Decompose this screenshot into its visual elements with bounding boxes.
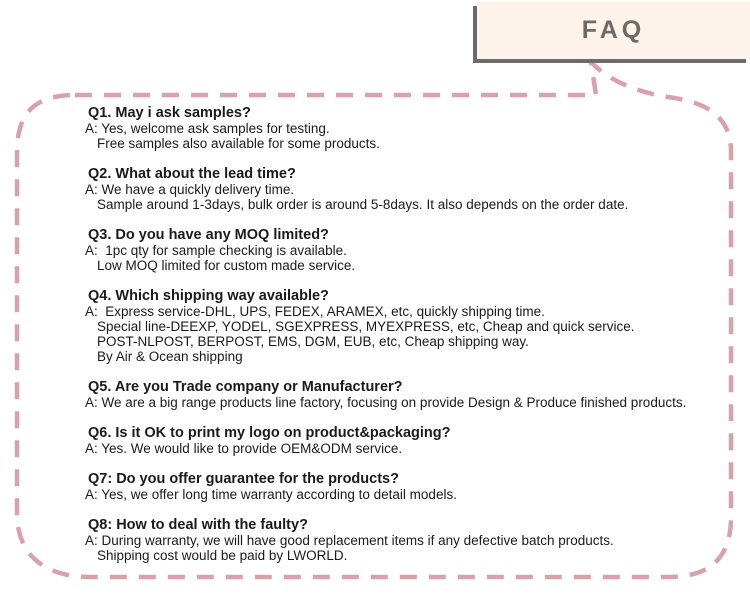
faq-question: Q8: How to deal with the faulty? — [88, 517, 308, 533]
faq-answer-line: Sample around 1-3days, bulk order is around 5-8days. It also depends on the order date. — [97, 197, 629, 212]
faq-answer-line: By Air & Ocean shipping — [97, 349, 243, 364]
faq-answer-line: Low MOQ limited for custom made service. — [97, 258, 356, 273]
faq-item-q8 — [85, 518, 730, 563]
faq-question: Q5. Are you Trade company or Manufacturer? — [88, 379, 403, 395]
page-title: FAQ — [581, 16, 646, 44]
faq-answer-line: A: 1pc qty for sample checking is available. — [85, 243, 347, 258]
faq-answer-line: Shipping cost would be paid by LWORLD. — [97, 548, 348, 563]
faq-item-q1 — [85, 106, 730, 151]
faq-question: Q7: Do you offer guarantee for the products? — [88, 471, 399, 487]
faq-question: Q3. Do you have any MOQ limited? — [88, 227, 329, 243]
faq-answer-line: Free samples also available for some products. — [97, 136, 380, 151]
faq-answer-line: A: Yes. We would like to provide OEM&ODM service. — [85, 441, 403, 456]
faq-list — [85, 106, 730, 579]
faq-question: Q2. What about the lead time? — [88, 166, 296, 182]
faq-item-q7 — [85, 472, 730, 502]
faq-question: Q6. Is it OK to print my logo on product&packaging? — [88, 425, 451, 441]
faq-header-box — [477, 2, 750, 59]
faq-item-q6 — [85, 426, 730, 456]
faq-question: Q4. Which shipping way available? — [88, 288, 329, 304]
faq-answer-line: A: We have a quickly delivery time. — [85, 182, 295, 197]
faq-answer-line: A: Yes, welcome ask samples for testing. — [85, 121, 330, 136]
faq-answer-line: A: We are a big range products line factory, focusing on provide Design & Produce finished products. — [85, 395, 687, 410]
faq-answer-line: Special line-DEEXP, YODEL, SGEXPRESS, MYEXPRESS, etc, Cheap and quick service. — [97, 319, 635, 334]
faq-answer-line: A: Express service-DHL, UPS, FEDEX, ARAMEX, etc, quickly shipping time. — [85, 304, 545, 319]
faq-answer-line: POST-NLPOST, BERPOST, EMS, DGM, EUB, etc, Cheap shipping way. — [97, 334, 529, 349]
faq-answer-line: A: Yes, we offer long time warranty according to detail models. — [85, 487, 457, 502]
faq-item-q3 — [85, 228, 730, 273]
faq-answer-line: A: During warranty, we will have good replacement items if any defective batch products. — [85, 533, 614, 548]
faq-item-q2 — [85, 167, 730, 212]
faq-item-q4 — [85, 289, 730, 364]
faq-question: Q1. May i ask samples? — [88, 105, 251, 121]
faq-item-q5 — [85, 380, 730, 410]
